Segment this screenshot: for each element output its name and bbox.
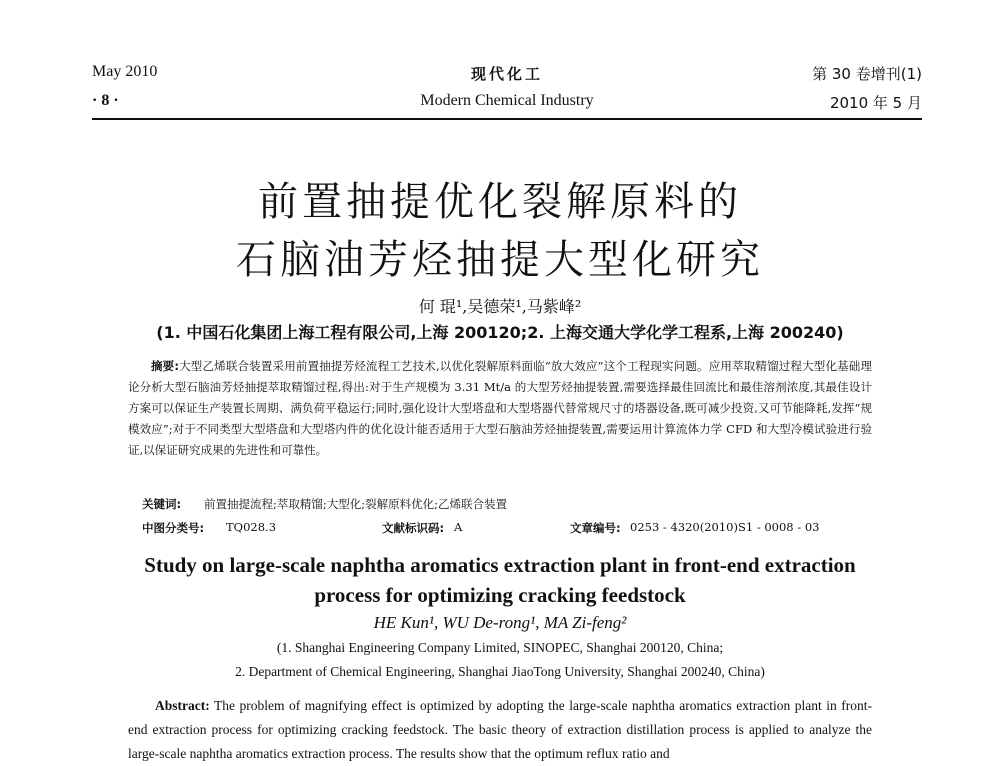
doc-code-label: 文献标识码: <box>382 521 445 535</box>
article-number-label: 文章编号: <box>570 521 621 535</box>
affiliation-en-line1: (1. Shanghai Engineering Company Limited, SINOPEC, Shanghai 200120, China; <box>276 640 724 655</box>
abstract-en-label: Abstract: <box>155 698 210 713</box>
affiliation-en-line2: 2. Department of Chemical Engineering, Shanghai JiaoTong University, Shanghai 200240, China) <box>235 664 765 679</box>
header-rule <box>92 118 922 120</box>
abstract-en <box>128 694 872 766</box>
title-cn-line1: 前置抽提优化裂解原料的 <box>258 179 742 225</box>
clc-label: 中图分类号: <box>142 521 205 535</box>
header-date-cn: 2010 年 5 月 <box>829 94 922 112</box>
title-cn-line2: 石脑油芳烃抽提大型化研究 <box>236 237 764 283</box>
abstract-cn <box>128 356 872 461</box>
abstract-cn-label: 摘要: <box>151 359 179 373</box>
header-journal-cn: 现代化工 <box>470 65 544 83</box>
authors-en: HE Kun¹, WU De-rong¹, MA Zi-feng² <box>373 613 627 632</box>
title-en-line2: process for optimizing cracking feedstock <box>314 583 686 607</box>
header-date-en: May 2010 <box>92 63 158 80</box>
authors-cn: 何 琨¹,吴德荣¹,马紫峰² <box>418 297 582 316</box>
doc-code-value: A <box>454 520 463 534</box>
keywords-cn-label: 关键词: <box>142 497 182 511</box>
title-en-line1: Study on large-scale naphtha aromatics extraction plant in front-end extraction <box>144 553 856 577</box>
affiliation-cn: (1. 中国石化集团上海工程有限公司,上海 200120;2. 上海交通大学化学工程系,上海 200240) <box>156 323 844 342</box>
header-journal-en: Modern Chemical Industry <box>420 92 594 109</box>
keywords-cn-text: 前置抽提流程;萃取精馏;大型化;裂解原料优化;乙烯联合装置 <box>204 497 507 511</box>
clc-value: TQ028.3 <box>226 520 277 534</box>
article-number-value: 0253 - 4320(2010)S1 - 0008 - 03 <box>630 520 820 534</box>
header-volume-cn: 第 30 卷增刊(1) <box>812 65 922 83</box>
header-page-label: · 8 · <box>92 92 119 109</box>
abstract-en-text: The problem of magnifying effect is optimized by adopting the large-scale naphtha aromatics extraction plant in front-end extraction process for optimizing cracking feedstock. The basic theory of extraction distillation process is applied to analyze the large-scale naphtha aromatics extraction process. The results show that the optimum reflux ratio and <box>128 698 872 761</box>
abstract-cn-text: 大型乙烯联合装置采用前置抽提芳烃流程工艺技术,以优化裂解原料面临“放大效应”这个工程现实问题。应用萃取精馏过程大型化基础理论分析大型石脑油芳烃抽提萃取精馏过程,得出:对于生产规模为 3.31 Mt/a 的大型芳烃抽提装置,需要选择最佳回流比和最佳溶剂浓度,其最佳设计方案可以保证生产装置长周期、满负荷平稳运行;同时,强化设计大型塔盘和大型塔器代替常规尺寸的塔器设备,既可减少投资,又可节能降耗,发挥“规模效应”;对于不同类型大型塔盘和大型塔内件的优化设计能否适用于大型石脑油芳烃抽提装置,需要运用计算流体力学 CFD 和大型冷模试验进行验证,以保证研究成果的先进性和可靠性。 <box>128 359 872 457</box>
